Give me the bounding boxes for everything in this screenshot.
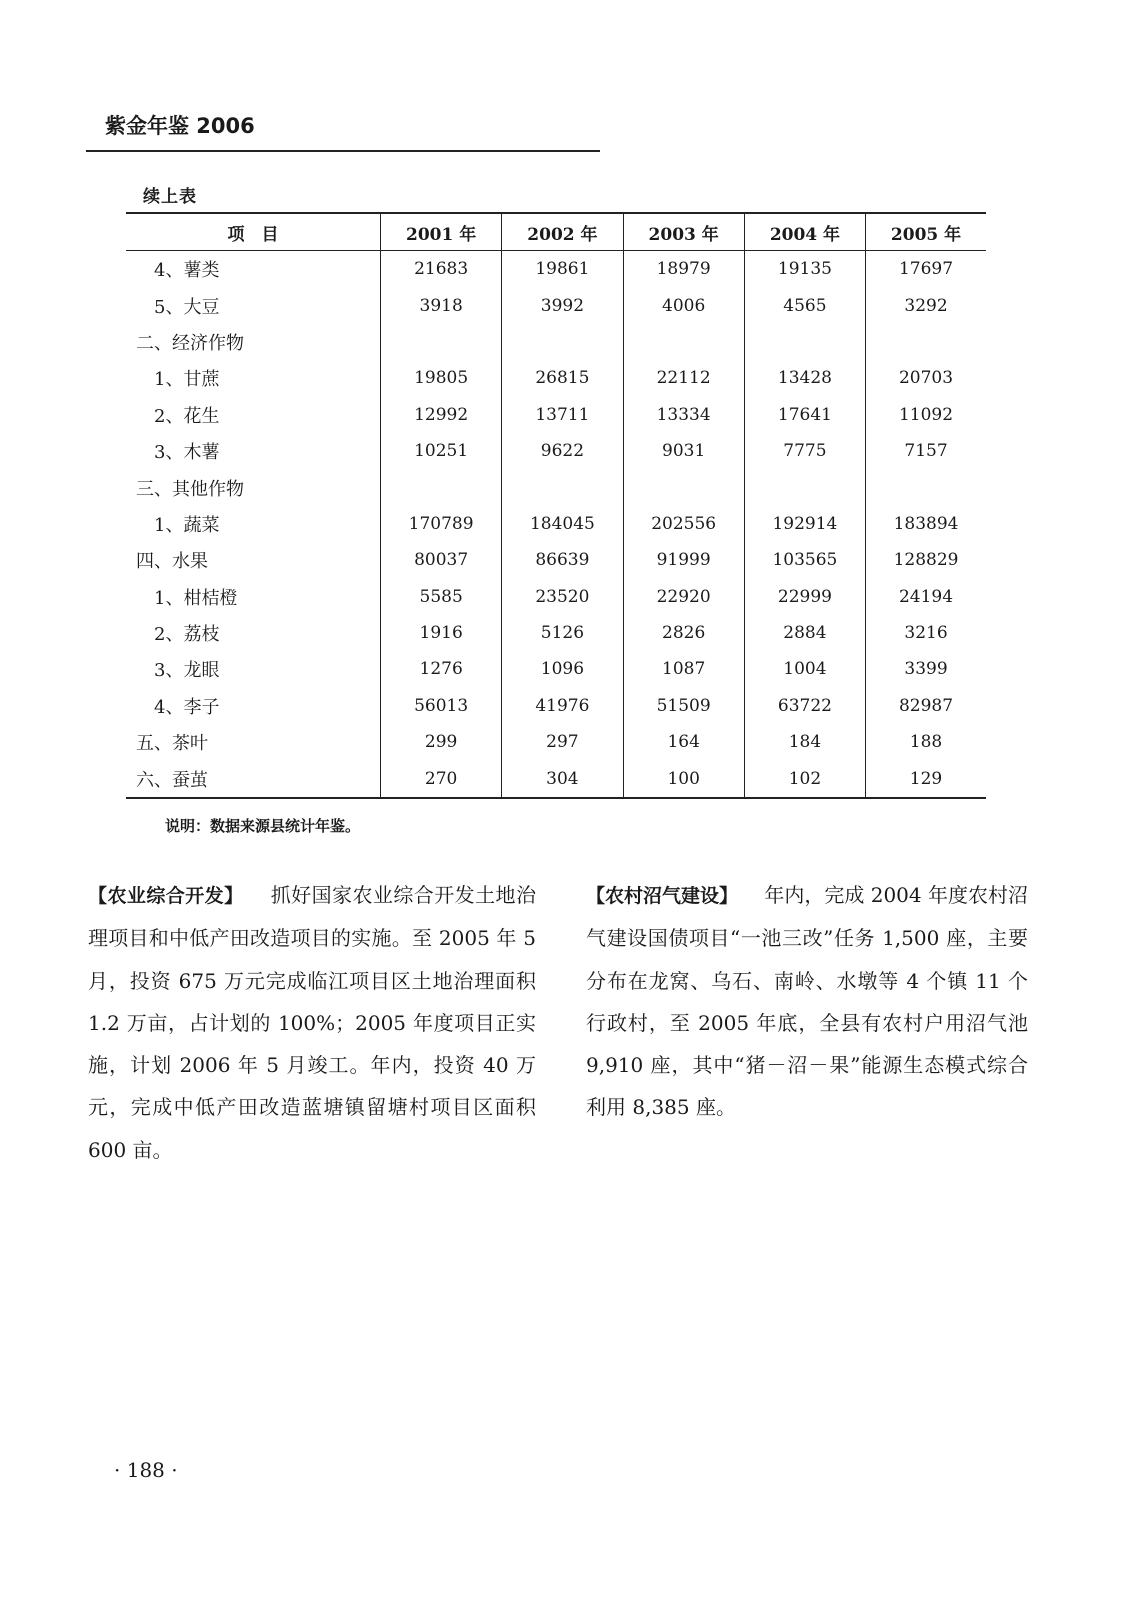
row-item-label: 1、蔬菜: [154, 514, 220, 536]
row-value-2001: 56013: [381, 688, 502, 724]
row-value-2001: [381, 324, 502, 360]
row-value-2001: 10251: [381, 433, 502, 469]
row-value-2005: [866, 324, 986, 360]
row-value-2001: 12992: [381, 397, 502, 433]
row-value-2004: [744, 324, 865, 360]
row-value-2002: 13711: [502, 397, 623, 433]
table-row: [126, 724, 986, 760]
table-header-row: [126, 213, 986, 251]
row-item-label: 1、柑桔橙: [154, 587, 238, 609]
row-item-label: 2、花生: [154, 405, 220, 427]
row-value-2001: 299: [381, 724, 502, 760]
section-spacer: [250, 883, 270, 907]
row-item-label: 二、经济作物: [136, 332, 244, 354]
column-header-2004: 2004 年: [744, 213, 865, 251]
row-value-2005: 24194: [866, 579, 986, 615]
table-row: [126, 506, 986, 542]
row-value-2004: 7775: [744, 433, 865, 469]
row-value-2002: 3992: [502, 287, 623, 323]
row-value-2005: 3216: [866, 615, 986, 651]
row-value-2004: 17641: [744, 397, 865, 433]
row-value-2002: [502, 469, 623, 505]
row-value-2005: 11092: [866, 397, 986, 433]
row-value-2002: [502, 324, 623, 360]
section-agricultural-development: [88, 874, 536, 1171]
row-value-2004: 19135: [744, 251, 865, 288]
table-row: [126, 287, 986, 323]
row-value-2001: 3918: [381, 287, 502, 323]
column-header-2005: 2005 年: [866, 213, 986, 251]
table-row: [126, 433, 986, 469]
row-value-2005: 128829: [866, 542, 986, 578]
section-biogas-construction: [586, 874, 1028, 1129]
row-value-2003: 4006: [623, 287, 744, 323]
table-caption: 续上表: [143, 187, 197, 207]
row-value-2003: [623, 469, 744, 505]
row-item-label: 三、其他作物: [136, 478, 244, 500]
table-row: [126, 324, 986, 360]
row-value-2001: 5585: [381, 579, 502, 615]
row-value-2001: 1276: [381, 651, 502, 687]
section-spacer: [744, 883, 764, 907]
column-header-2001: 2001 年: [381, 213, 502, 251]
column-header-item: 项 目: [126, 213, 381, 251]
row-value-2001: [381, 469, 502, 505]
table-row: [126, 251, 986, 288]
row-value-2005: 183894: [866, 506, 986, 542]
row-value-2005: 3399: [866, 651, 986, 687]
row-value-2005: 17697: [866, 251, 986, 288]
row-value-2002: 26815: [502, 360, 623, 396]
row-value-2004: 102: [744, 760, 865, 797]
table-row: [126, 542, 986, 578]
row-value-2002: 41976: [502, 688, 623, 724]
section-heading: 【农业综合开发】: [88, 885, 244, 907]
table-row: [126, 397, 986, 433]
row-value-2003: 1087: [623, 651, 744, 687]
row-value-2002: 5126: [502, 615, 623, 651]
row-value-2005: [866, 469, 986, 505]
row-value-2005: 129: [866, 760, 986, 797]
row-item-label: 2、荔枝: [154, 624, 220, 646]
row-value-2005: 7157: [866, 433, 986, 469]
row-value-2002: 23520: [502, 579, 623, 615]
table-row: [126, 360, 986, 396]
statistics-table: [126, 212, 986, 799]
table-row: [126, 760, 986, 797]
row-value-2001: 19805: [381, 360, 502, 396]
row-value-2004: 63722: [744, 688, 865, 724]
row-value-2003: 22920: [623, 579, 744, 615]
table-row: [126, 688, 986, 724]
row-value-2002: 1096: [502, 651, 623, 687]
row-value-2003: 22112: [623, 360, 744, 396]
row-value-2005: 3292: [866, 287, 986, 323]
table-row: [126, 469, 986, 505]
row-item-label: 四、水果: [136, 551, 208, 573]
row-item-label: 3、木薯: [154, 442, 220, 464]
row-value-2003: 18979: [623, 251, 744, 288]
row-value-2003: 164: [623, 724, 744, 760]
column-header-2002: 2002 年: [502, 213, 623, 251]
row-value-2003: [623, 324, 744, 360]
page-number: · 188 ·: [114, 1458, 178, 1482]
section-heading: 【农村沼气建设】: [586, 885, 739, 907]
row-item-label: 4、李子: [154, 696, 220, 718]
row-item-label: 3、龙眼: [154, 660, 220, 682]
row-value-2001: 1916: [381, 615, 502, 651]
row-value-2003: 13334: [623, 397, 744, 433]
section-body: 年内，完成 2004 年度农村沼气建设国债项目“一池三改”任务 1,500 座，主要分布在龙窝、乌石、南岭、水墩等 4 个镇 11 个行政村，至 2005 年底，全县有农村户用沼气池 9,910 座，其中“猪－沼－果”能源生态模式综合利用 8,385 座。: [586, 883, 1028, 1120]
table-body: [126, 251, 986, 798]
row-value-2003: 51509: [623, 688, 744, 724]
row-item-label: 4、薯类: [154, 260, 220, 282]
page-header-title: 紫金年鉴 2006: [105, 114, 255, 138]
row-value-2005: 188: [866, 724, 986, 760]
row-item-label: 六、蚕茧: [136, 769, 208, 791]
section-body: 抓好国家农业综合开发土地治理项目和中低产田改造项目的实施。至 2005 年 5 月，投资 675 万元完成临江项目区土地治理面积 1.2 万亩，占计划的 100%；2005 年度项目正实施，计划 2006 年 5 月竣工。年内，投资 40 万元，完成中低产田改造蓝塘镇留塘村项目区面积 600 亩。: [88, 883, 536, 1162]
row-value-2003: 91999: [623, 542, 744, 578]
row-value-2004: 192914: [744, 506, 865, 542]
table-note: 说明：数据来源县统计年鉴。: [165, 817, 361, 835]
column-header-2003: 2003 年: [623, 213, 744, 251]
row-value-2004: 2884: [744, 615, 865, 651]
row-value-2005: 82987: [866, 688, 986, 724]
header-rule: [86, 150, 600, 152]
row-value-2001: 170789: [381, 506, 502, 542]
row-value-2004: 4565: [744, 287, 865, 323]
row-value-2002: 184045: [502, 506, 623, 542]
row-value-2004: 1004: [744, 651, 865, 687]
row-value-2003: 2826: [623, 615, 744, 651]
row-value-2004: 22999: [744, 579, 865, 615]
row-value-2001: 21683: [381, 251, 502, 288]
row-value-2004: 103565: [744, 542, 865, 578]
row-value-2002: 86639: [502, 542, 623, 578]
row-value-2004: 184: [744, 724, 865, 760]
row-value-2002: 9622: [502, 433, 623, 469]
row-value-2004: [744, 469, 865, 505]
row-value-2001: 270: [381, 760, 502, 797]
table-row: [126, 615, 986, 651]
row-value-2003: 202556: [623, 506, 744, 542]
row-value-2002: 19861: [502, 251, 623, 288]
row-value-2005: 20703: [866, 360, 986, 396]
row-value-2001: 80037: [381, 542, 502, 578]
row-value-2002: 297: [502, 724, 623, 760]
row-value-2004: 13428: [744, 360, 865, 396]
row-value-2002: 304: [502, 760, 623, 797]
row-value-2003: 100: [623, 760, 744, 797]
row-item-label: 1、甘蔗: [154, 369, 220, 391]
table-row: [126, 651, 986, 687]
table-row: [126, 579, 986, 615]
row-item-label: 5、大豆: [154, 296, 220, 318]
row-item-label: 五、茶叶: [136, 733, 208, 755]
row-value-2003: 9031: [623, 433, 744, 469]
